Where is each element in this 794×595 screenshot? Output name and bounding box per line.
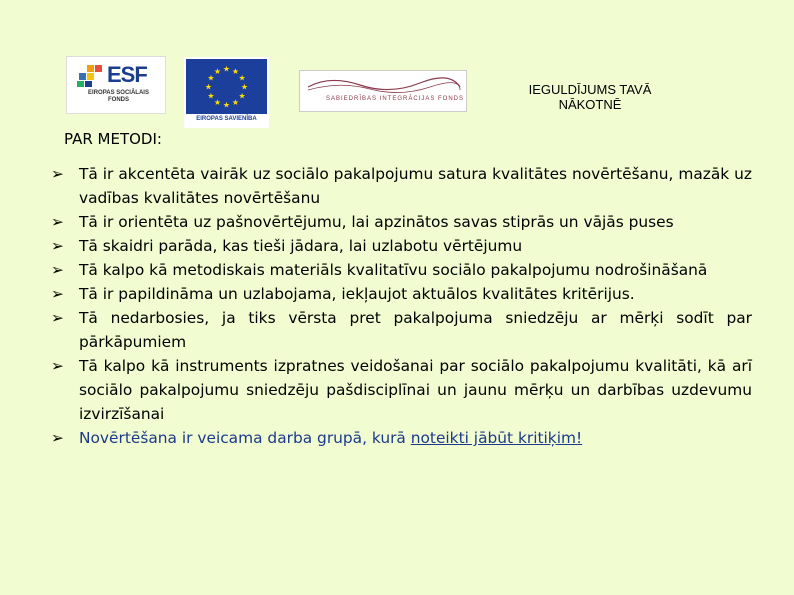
arrow-bullet-icon: ➢ [51, 309, 64, 327]
section-heading: PAR METODI: [64, 130, 162, 148]
list-item [51, 282, 752, 306]
eu-star-icon: ★ [213, 66, 222, 76]
eu-star-icon: ★ [207, 91, 215, 101]
eu-star-icon: ★ [238, 91, 246, 101]
eu-logo-caption: EIROPAS SAVIENĪBA [196, 116, 257, 122]
bullet-list [51, 162, 752, 450]
arrow-bullet-icon: ➢ [51, 237, 64, 255]
arrow-bullet-icon: ➢ [51, 261, 64, 279]
esf-logo [66, 56, 166, 114]
esf-logo-mark: ESF [107, 62, 147, 87]
slogan-line-2: NĀKOTNĒ [558, 97, 622, 112]
arrow-bullet-icon: ➢ [51, 213, 64, 231]
list-item-highlighted [51, 426, 752, 450]
list-item [51, 210, 752, 234]
arrow-bullet-icon: ➢ [51, 429, 64, 447]
eu-star-icon: ★ [222, 64, 231, 74]
sif-logo-text: SABIEDRĪBAS INTEGRĀCIJAS FONDS [326, 96, 465, 102]
list-item [51, 354, 752, 426]
sif-emblem-icon [300, 75, 466, 97]
slogan-line-1: IEGULDĪJUMS TAVĀ [528, 82, 652, 97]
eu-star-icon: ★ [222, 100, 231, 110]
sif-logo [299, 70, 467, 112]
list-item-underlined-text: noteikti jābūt kritiķim! [410, 429, 583, 447]
list-item-text: Tā ir orientēta uz pašnovērtējumu, lai apzinātos savas stiprās un vājās puses [79, 213, 674, 231]
arrow-bullet-icon: ➢ [51, 285, 64, 303]
arrow-bullet-icon: ➢ [51, 165, 64, 183]
esf-logo-subtitle: EIROPAS SOCIĀLAIS FONDS [88, 90, 149, 103]
list-item [51, 306, 752, 354]
list-item-text: Tā kalpo kā instruments izpratnes veidošanai par sociālo pakalpojumu kvalitāti, kā arī sociālo pakalpojumu sniedzēju pašdisciplīnai un jaunu mērķu un darbības uzdevumu izvirzīšanai [79, 357, 752, 423]
list-item-text: Tā kalpo kā metodiskais materiāls kvalitatīvu sociālo pakalpojumu nodrošināšanā [79, 261, 708, 279]
list-item [51, 258, 752, 282]
eu-star-icon: ★ [231, 98, 240, 108]
list-item [51, 234, 752, 258]
eu-star-icon: ★ [213, 98, 222, 108]
eu-logo [184, 57, 269, 128]
eu-star-icon: ★ [207, 73, 215, 83]
esf-mark-icon [77, 65, 103, 87]
arrow-bullet-icon: ➢ [51, 357, 64, 375]
slogan [490, 82, 690, 112]
list-item-text: Tā nedarbosies, ja tiks vērsta pret pakalpojuma sniedzēju ar mērķi sodīt par pārkāpumiem [79, 309, 752, 351]
list-item [51, 162, 752, 210]
eu-star-icon: ★ [204, 82, 213, 92]
list-item-text: Tā skaidri parāda, kas tieši jādara, lai uzlabotu vērtējumu [79, 237, 523, 255]
list-item-text: Tā ir papildināma un uzlabojama, iekļaujot aktuālos kvalitātes kritērijus. [79, 285, 635, 303]
eu-star-icon: ★ [231, 66, 240, 76]
list-item-text: Tā ir akcentēta vairāk uz sociālo pakalpojumu satura kvalitātes novērtēšanu, mazāk uz vadības kvalitātes novērtēšanu [79, 165, 752, 207]
eu-star-icon: ★ [238, 73, 246, 83]
eu-flag-icon [186, 59, 267, 114]
list-item-text: Novērtēšana ir veicama darba grupā, kurā [79, 429, 411, 447]
eu-star-icon: ★ [240, 82, 249, 92]
